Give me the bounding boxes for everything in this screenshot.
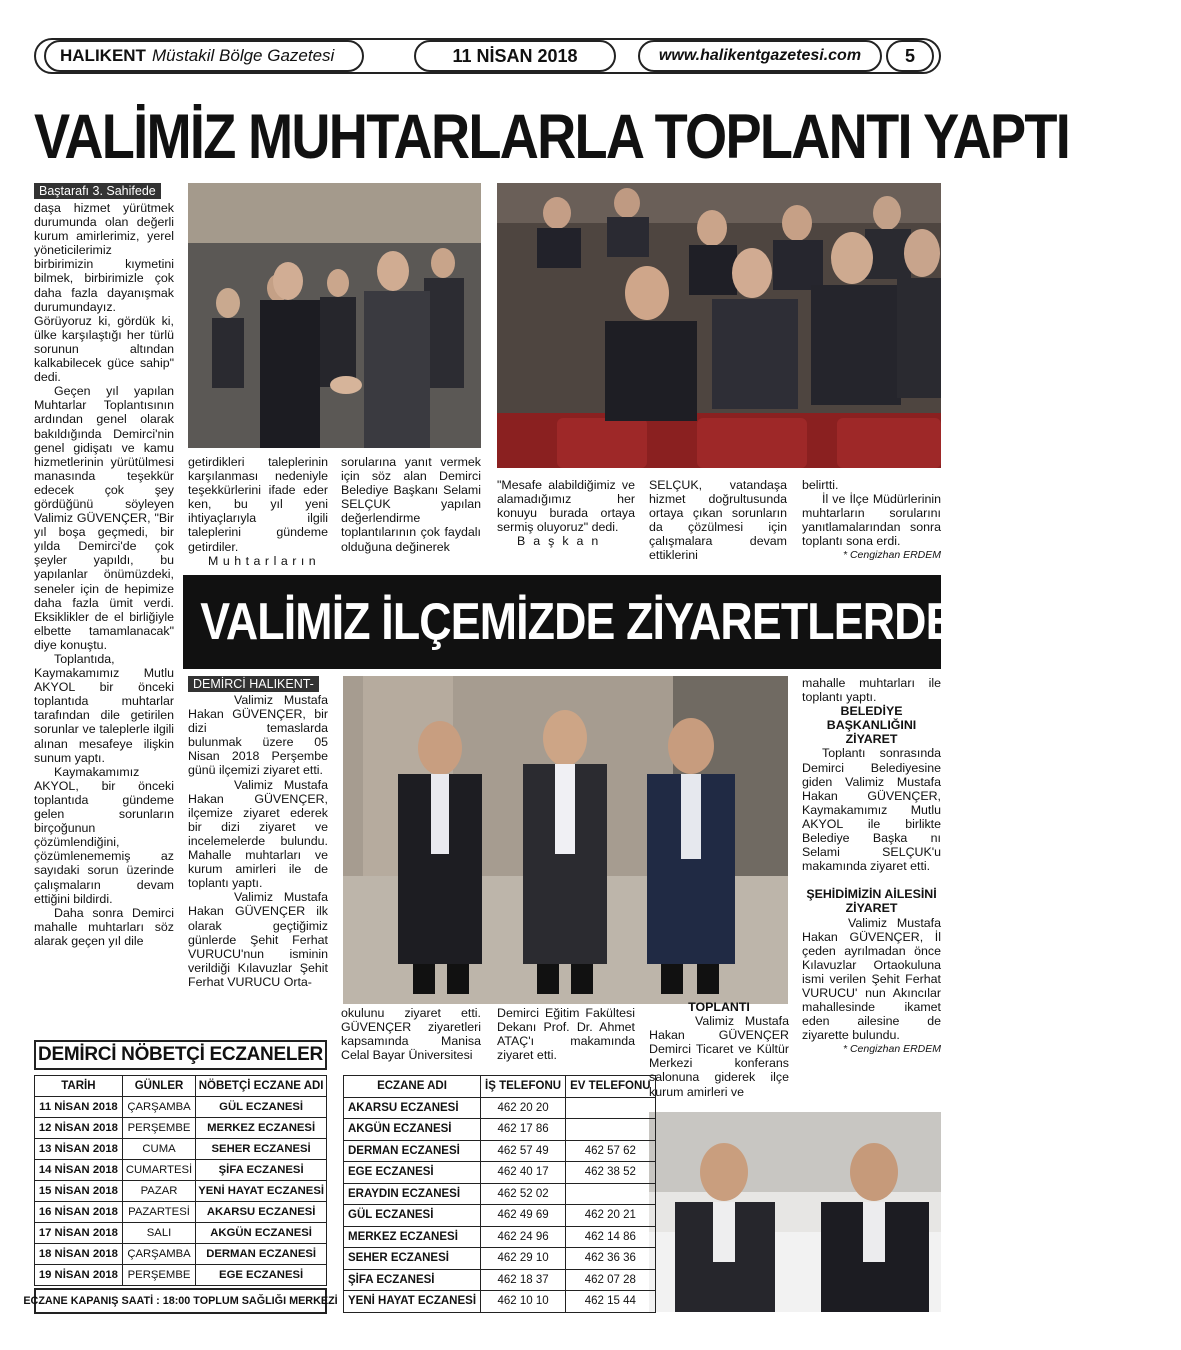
day-cell: PERŞEMBE xyxy=(122,1118,195,1139)
date-cell: 16 NİSAN 2018 xyxy=(35,1202,123,1223)
date-cell: 13 NİSAN 2018 xyxy=(35,1139,123,1160)
photo-officials-image xyxy=(343,676,788,1004)
article1-column-4 xyxy=(497,478,635,548)
pharmacy-cell: AKGÜN ECZANESİ xyxy=(196,1223,327,1244)
paragraph: Valimiz Mustafa Hakan GÜVENÇER ilk olarak geçtiğimiz günlerde Şehit Ferhat VURUCU'nun isminin verildiği Kılavuzlar Şehit Ferhat VURUCU Orta- xyxy=(188,890,328,989)
column-header: TARİH xyxy=(35,1076,123,1097)
pharmacy-cell: ŞİFA ECZANESİ xyxy=(196,1160,327,1181)
day-cell: PAZAR xyxy=(122,1181,195,1202)
subheading-meeting: TOPLANTI xyxy=(688,1000,750,1014)
work-phone-cell: 462 17 86 xyxy=(481,1119,566,1141)
paragraph: getirdikleri taleplerinin karşılanması nedeniyle teşekkürlerini ifade eder ken, bu yıl yeni ihtiyaçlarıyla ilgili taleplerini gündeme getirdiler. xyxy=(188,455,328,554)
day-cell: PERŞEMBE xyxy=(122,1265,195,1286)
pharmacy-phone-table xyxy=(343,1075,656,1313)
paragraph: İl ve İlçe Müdürlerinin muhtarların sorularını yanıtlamalarından sonra toplantı sona erdi. xyxy=(802,492,941,549)
date-cell: 19 NİSAN 2018 xyxy=(35,1265,123,1286)
pharmacy-name-cell: ŞİFA ECZANESİ xyxy=(344,1269,481,1291)
work-phone-cell: 462 40 17 xyxy=(481,1162,566,1184)
home-phone-cell xyxy=(566,1119,656,1141)
photo-handshake xyxy=(188,183,481,448)
table-row xyxy=(344,1119,656,1141)
paragraph: sorularına yanıt vermek için söz alan Demirci Belediye Başkanı Selami SELÇUK yapılan değerlendirme toplantılarının çok faydalı olduğuna değinerek xyxy=(341,455,481,554)
photo-audience xyxy=(497,183,941,468)
table-row xyxy=(344,1226,656,1248)
table-row xyxy=(35,1097,327,1118)
table-row xyxy=(344,1269,656,1291)
article1-column-1 xyxy=(34,183,174,948)
table-row xyxy=(35,1181,327,1202)
work-phone-cell: 462 18 37 xyxy=(481,1269,566,1291)
table-header-row xyxy=(344,1076,656,1098)
table-row xyxy=(344,1248,656,1270)
article1-column-5 xyxy=(649,478,787,563)
paragraph: Başkan xyxy=(517,534,607,549)
pharmacy-name-cell: SEHER ECZANESİ xyxy=(344,1248,481,1270)
column-header: ECZANE ADI xyxy=(344,1076,481,1098)
pharmacy-name-cell: GÜL ECZANESİ xyxy=(344,1205,481,1227)
table-row xyxy=(35,1139,327,1160)
author-credit: * Cengizhan ERDEM xyxy=(842,549,941,562)
work-phone-cell: 462 24 96 xyxy=(481,1226,566,1248)
work-phone-cell: 462 52 02 xyxy=(481,1183,566,1205)
table-row xyxy=(35,1244,327,1265)
article1-column-6 xyxy=(802,478,941,563)
continued-tag: Baştarafı 3. Sahifede xyxy=(34,183,161,199)
paragraph: Demirci Eğitim Fakültesi Dekanı Prof. Dr. Ahmet ATAÇ'ı makamında ziyaret etti. xyxy=(497,1006,635,1063)
paragraph: Muhtarların xyxy=(208,553,321,568)
home-phone-cell xyxy=(566,1097,656,1119)
table-row xyxy=(344,1162,656,1184)
article1-column-3 xyxy=(341,455,481,554)
table-row xyxy=(344,1140,656,1162)
photo-seated-officials xyxy=(649,1112,941,1312)
paragraph: okulunu ziyaret etti. GÜVENÇER ziyaretleri kapsamında Manisa Celal Bayar Üniversitesi xyxy=(341,1006,481,1063)
home-phone-cell: 462 38 52 xyxy=(566,1162,656,1184)
paragraph: Geçen yıl yapılan Muhtarlar Toplantısının ardından genel olarak bakıldığında Demirci'nin genel gidişatı ve kamu hizmetlerinin yürütülmesi manasında teşekkür edecek çok şey gördüğünü söyleyen Valimiz GÜVENÇER, "Bir yıl boşa geçmedi, bir yılda Demirci'de çok şeyler yapıldı, bu yapılanlar önümüzdeki, seneler için de hepimize daha fazla ümit verdi. Eksiklikler de el birliğiyle elbette tamamlanacak" diye konuştu. xyxy=(34,384,174,652)
paragraph: belirtti. xyxy=(802,478,839,492)
date-cell: 12 NİSAN 2018 xyxy=(35,1118,123,1139)
pharmacy-cell: DERMAN ECZANESİ xyxy=(196,1244,327,1265)
home-phone-cell: 462 36 36 xyxy=(566,1248,656,1270)
table-row xyxy=(344,1291,656,1313)
work-phone-cell: 462 57 49 xyxy=(481,1140,566,1162)
date-cell: 17 NİSAN 2018 xyxy=(35,1223,123,1244)
article2-column-2 xyxy=(341,1006,481,1062)
pharmacy-cell: GÜL ECZANESİ xyxy=(196,1097,327,1118)
table-row xyxy=(35,1160,327,1181)
work-phone-cell: 462 29 10 xyxy=(481,1248,566,1270)
paragraph: Valimiz Mustafa Hakan GÜVENÇER, ilçemize ziyaret ederek bir dizi ziyaret ve incelemelerde bulundu. Mahalle muhtarları ve kurum amirleri ile de toplantı yaptı. xyxy=(188,777,328,891)
paragraph: Daha sonra Demirci mahalle muhtarları söz alarak geçen yıl dile xyxy=(34,905,174,948)
pharmacy-cell: YENİ HAYAT ECZANESİ xyxy=(196,1181,327,1202)
table-row xyxy=(35,1265,327,1286)
table-row xyxy=(35,1202,327,1223)
paragraph: Toplantı sonrasında Demirci Belediyesine giden Valimiz Mustafa Hakan GÜVENÇER, Kaymakamımız Mutlu AKYOL ile birlikte Belediye Başka nı Selami SELÇUK'u makamında ziyaret etti. xyxy=(802,746,941,874)
home-phone-cell: 462 07 28 xyxy=(566,1269,656,1291)
pharmacy-name-cell: ERAYDIN ECZANESİ xyxy=(344,1183,481,1205)
paragraph: Toplantıda, Kaymakamımız Mutlu AKYOL bir önceki toplantıda muhtarlar tarafından dile getirilen sorunlar ve taleplerle ilgili alınan mesafeye ilişkin sunum yaptı. xyxy=(34,652,174,765)
article2-column-4 xyxy=(649,1000,789,1099)
day-cell: CUMARTESİ xyxy=(122,1160,195,1181)
column-header: NÖBETÇİ ECZANE ADI xyxy=(196,1076,327,1097)
pharmacy-name-cell: YENİ HAYAT ECZANESİ xyxy=(344,1291,481,1313)
table-row xyxy=(344,1183,656,1205)
pharmacy-name-cell: AKARSU ECZANESİ xyxy=(344,1097,481,1119)
day-cell: CUMA xyxy=(122,1139,195,1160)
home-phone-cell: 462 20 21 xyxy=(566,1205,656,1227)
paragraph: daşa hizmet yürütmek durumunda olan değerli kurum amirlerimiz, yerel yöneticilerimiz birbirimizin kıymetini bilmek, birbirimizle çok daha fazla dayanışmak durumundayız. Görüyoruz ki, gördük ki, ülke karşılaştığı her türlü sorunun altından kalkabilecek güce sahip" dedi. xyxy=(34,201,174,385)
pharmacy-schedule-title: DEMİRCİ NÖBETÇİ ECZANELER xyxy=(34,1040,327,1070)
paragraph: Valimiz Mustafa Hakan GÜVENÇER Demirci Ticaret ve Kültür Merkezi konferans salonuna giderek ilçe kurum amirleri ve xyxy=(649,1014,789,1099)
column-header: İŞ TELEFONU xyxy=(481,1076,566,1098)
pharmacy-name-cell: EGE ECZANESİ xyxy=(344,1162,481,1184)
table-row xyxy=(344,1097,656,1119)
headline-meeting: VALİMİZ MUHTARLARLA TOPLANTI YAPTI xyxy=(34,102,1070,172)
photo-seated-image xyxy=(649,1112,941,1312)
author-credit: * Cengizhan ERDEM xyxy=(842,1043,941,1056)
pharmacy-cell: MERKEZ ECZANESİ xyxy=(196,1118,327,1139)
masthead xyxy=(44,40,364,72)
date-cell: 18 NİSAN 2018 xyxy=(35,1244,123,1265)
pharmacy-name-cell: MERKEZ ECZANESİ xyxy=(344,1226,481,1248)
work-phone-cell: 462 20 20 xyxy=(481,1097,566,1119)
home-phone-cell xyxy=(566,1183,656,1205)
pharmacy-name-cell: DERMAN ECZANESİ xyxy=(344,1140,481,1162)
home-phone-cell: 462 15 44 xyxy=(566,1291,656,1313)
paragraph: mahalle muhtarları ile toplantı yaptı. xyxy=(802,676,941,705)
pharmacy-cell: SEHER ECZANESİ xyxy=(196,1139,327,1160)
subheading-municipality: BELEDİYE BAŞKANLIĞINI ZİYARET xyxy=(826,704,917,747)
table-header-row xyxy=(35,1076,327,1097)
headline-visits-box xyxy=(183,575,1181,669)
day-cell: PAZARTESİ xyxy=(122,1202,195,1223)
home-phone-cell: 462 14 86 xyxy=(566,1226,656,1248)
paragraph: Valimiz Mustafa Hakan GÜVENÇER, bir dizi temaslarda bulunmak üzere 05 Nisan 2018 Perşembe günü ilçemizi ziyaret etti. xyxy=(188,693,328,778)
photo-officials xyxy=(343,676,788,1004)
paper-name: HALIKENT xyxy=(60,46,146,65)
column-header: EV TELEFONU xyxy=(566,1076,656,1098)
paragraph: Valimiz Mustafa Hakan GÜVENÇER, İl çeden ayrılmadan önce Kılavuzlar Ortaokuluna ismi verilen Şehit Ferhat VURUCU' nun Akıncılar mahallesinde ikamet eden ailesine de ziyarette bulundu. xyxy=(802,915,941,1043)
work-phone-cell: 462 10 10 xyxy=(481,1291,566,1313)
photo-handshake-image xyxy=(188,183,481,448)
pharmacy-cell: EGE ECZANESİ xyxy=(196,1265,327,1286)
paragraph: Kaymakamımız AKYOL, bir önceki toplantıda gündeme gelen sorunların birçoğunun çözümlendiğini, çözümlenememiş az sayıdaki sorun üzerinde çalışmaların devam ettiğini bildirdi. xyxy=(34,764,174,906)
page-number: 5 xyxy=(886,40,934,72)
website-link[interactable]: www.halikentgazetesi.com xyxy=(638,40,882,72)
paper-subtitle: Müstakil Bölge Gazetesi xyxy=(151,46,335,65)
home-phone-cell: 462 57 62 xyxy=(566,1140,656,1162)
paragraph: "Mesafe alabildiğimiz ve alamadığımız her konuyu burada ortaya sermiş oluyoruz" dedi. xyxy=(497,478,635,535)
table-row xyxy=(344,1205,656,1227)
table-row xyxy=(35,1223,327,1244)
column-header: GÜNLER xyxy=(122,1076,195,1097)
work-phone-cell: 462 49 69 xyxy=(481,1205,566,1227)
paragraph: SELÇUK, vatandaşa hizmet doğrultusunda ortaya çıkan sorunların da çözülmesi için çalışmalara devam ettiklerini xyxy=(649,478,787,563)
article1-column-2 xyxy=(188,455,328,568)
date-cell: 15 NİSAN 2018 xyxy=(35,1181,123,1202)
pharmacy-name-cell: AKGÜN ECZANESİ xyxy=(344,1119,481,1141)
day-cell: ÇARŞAMBA xyxy=(122,1097,195,1118)
day-cell: SALI xyxy=(122,1223,195,1244)
closing-time-note: ECZANE KAPANIŞ SAATİ : 18:00 TOPLUM SAĞLIĞI MERKEZİ xyxy=(34,1288,327,1314)
dateline-tag: DEMİRCİ HALIKENT- xyxy=(188,676,319,692)
pharmacy-cell: AKARSU ECZANESİ xyxy=(196,1202,327,1223)
day-cell: ÇARŞAMBA xyxy=(122,1244,195,1265)
table-row xyxy=(35,1118,327,1139)
article2-column-3 xyxy=(497,1006,635,1062)
headline-visits: VALİMİZ İLÇEMİZDE ZİYARETLERDE BULUNDU xyxy=(200,593,1181,651)
photo-audience-image xyxy=(497,183,941,468)
subheading-martyr-family: ŞEHİDİMİZİN AİLESİNİ ZİYARET xyxy=(806,887,937,916)
issue-date: 11 NİSAN 2018 xyxy=(414,40,616,72)
date-cell: 14 NİSAN 2018 xyxy=(35,1160,123,1181)
article2-column-5 xyxy=(802,676,941,1056)
pharmacy-schedule-table xyxy=(34,1075,327,1286)
article2-column-1 xyxy=(188,676,328,989)
date-cell: 11 NİSAN 2018 xyxy=(35,1097,123,1118)
